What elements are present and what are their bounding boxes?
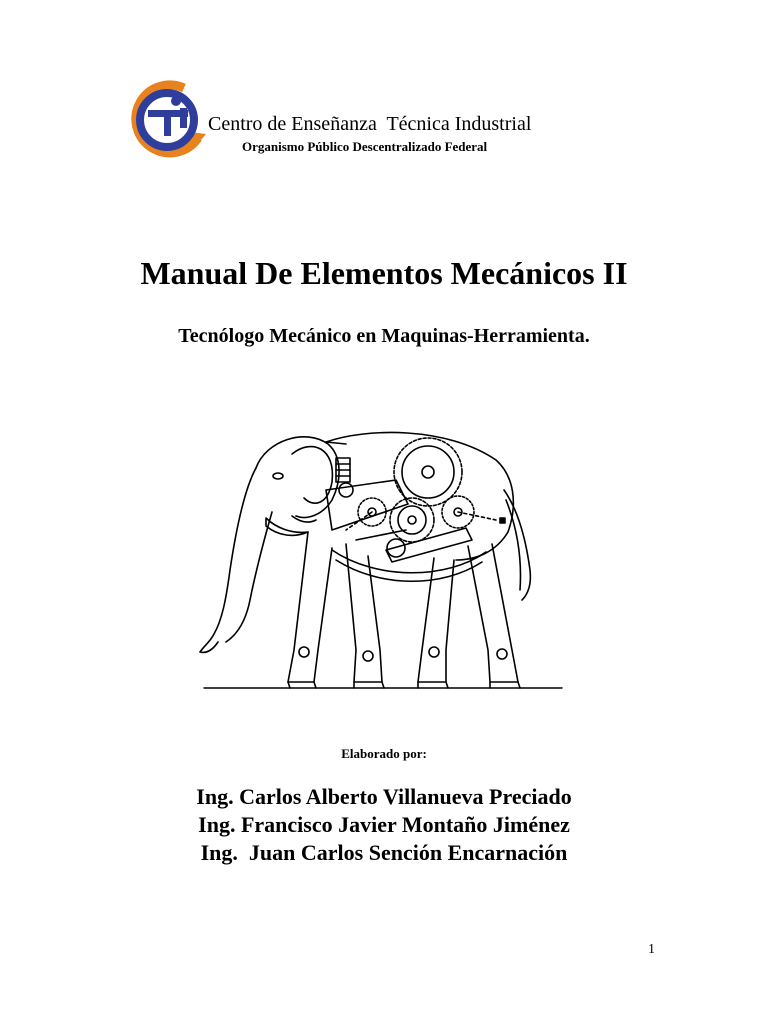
cet-logo-icon [124, 80, 210, 162]
page-number: 1 [648, 942, 655, 957]
author-name: Ing. Juan Carlos Sención Encarnación [200, 840, 568, 865]
institution-logo [124, 80, 210, 162]
mechanical-elephant-icon [196, 420, 566, 692]
author-name: Ing. Francisco Javier Montaño Jiménez [198, 812, 570, 837]
institution-subtitle: Organismo Público Descentralizado Federal [242, 139, 488, 154]
document-title: Manual De Elementos Mecánicos II [140, 255, 628, 291]
author-name: Ing. Carlos Alberto Villanueva Preciado [196, 784, 572, 809]
institution-name: Centro de Enseñanza Técnica Industrial [208, 113, 532, 135]
prepared-by-label: Elaborado por: [341, 746, 427, 761]
mechanical-elephant-illustration [196, 420, 566, 692]
document-subtitle: Tecnólogo Mecánico en Maquinas-Herramienta. [178, 325, 590, 347]
